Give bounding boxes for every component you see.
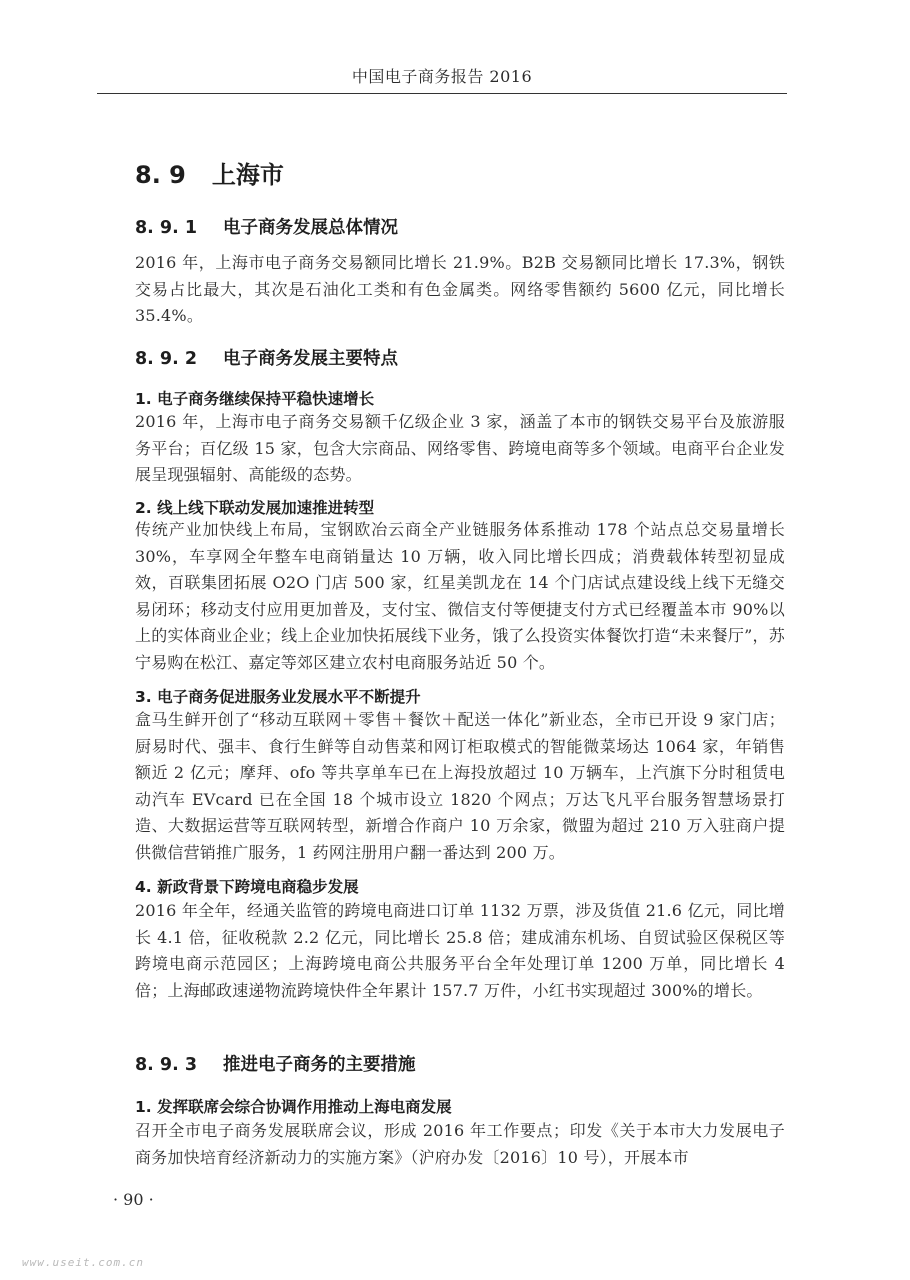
subsection-number: 8. 9. 1 — [135, 218, 198, 238]
paragraph: 2016 年，上海市电子商务交易额同比增长 21.9%。B2B 交易额同比增长 17.3%，钢铁交易占比最大，其次是石油化工类和有色金属类。网络零售额约 5600 亿元，同比增长 35.4%。 — [135, 253, 785, 326]
watermark: www.useit.com.cn — [22, 1256, 144, 1269]
subsection-number: 8. 9. 2 — [135, 349, 198, 369]
section-title — [135, 155, 284, 190]
subsection-title: 电子商务发展总体情况 — [223, 218, 399, 238]
section-title-text: 上海市 — [211, 161, 284, 189]
header-rule — [97, 93, 787, 94]
item-heading: 1. 发挥联席会综合协调作用推动上海电商发展 — [135, 1098, 452, 1116]
running-head: 中国电子商务报告 2016 — [351, 67, 533, 86]
subsection-number: 8. 9. 3 — [135, 1055, 198, 1075]
paragraph: 盒马生鲜开创了“移动互联网＋零售＋餐饮＋配送一体化”新业态，全市已开设 9 家门店；厨易时代、强丰、食行生鲜等自动售菜和网订柜取模式的智能微菜场达 1064 家，年销售额近 2 亿元；摩拜、ofo 等共享单车已在上海投放超过 10 万辆车，上汽旗下分时租赁电动汽车 EVcard 已在全国 18 个城市设立 1820 个网点；万达飞凡平台服务智慧场景打造、大数据运营等互联网转型，新增合作商户 10 万余家，微盟为超过 210 万入驻商户提供微信营销推广服务，1 药网注册用户翻一番达到 200 万。 — [135, 710, 785, 862]
subsection-title: 电子商务发展主要特点 — [223, 349, 399, 369]
item-heading: 4. 新政背景下跨境电商稳步发展 — [135, 878, 359, 896]
paragraph: 2016 年全年，经通关监管的跨境电商进口订单 1132 万票，涉及货值 21.6 亿元，同比增长 4.1 倍，征收税款 2.2 亿元，同比增长 25.8 倍；建成浦东机场、自贸试验区保税区等跨境电商示范园区；上海跨境电商公共服务平台全年处理订单 1200 万单，同比增长 4 倍；上海邮政速递物流跨境快件全年累计 157.7 万件，小红书实现超过 300%的增长。 — [135, 901, 785, 1000]
item-heading: 2. 线上线下联动发展加速推进转型 — [135, 499, 375, 517]
subsection-heading — [135, 214, 398, 239]
page-number: · 90 · — [113, 1190, 154, 1209]
item-heading: 3. 电子商务促进服务业发展水平不断提升 — [135, 688, 421, 706]
section-number: 8. 9 — [135, 161, 186, 189]
paragraph: 召开全市电子商务发展联席会议，形成 2016 年工作要点；印发《关于本市大力发展电子商务加快培育经济新动力的实施方案》（沪府办发〔2016〕10 号），开展本市 — [135, 1121, 785, 1167]
item-heading: 1. 电子商务继续保持平稳快速增长 — [135, 390, 375, 408]
subsection-heading — [135, 1051, 416, 1076]
paragraph: 2016 年，上海市电子商务交易额千亿级企业 3 家，涵盖了本市的钢铁交易平台及旅游服务平台；百亿级 15 家，包含大宗商品、网络零售、跨境电商等多个领域。电商平台企业发展呈现强辐射、高能级的态势。 — [135, 412, 785, 485]
subsection-title: 推进电子商务的主要措施 — [223, 1055, 416, 1075]
paragraph: 传统产业加快线上布局，宝钢欧冶云商全产业链服务体系推动 178 个站点总交易量增长 30%，车享网全年整车电商销量达 10 万辆，收入同比增长四成；消费载体转型初显成效，百联集团拓展 O2O 门店 500 家，红星美凯龙在 14 个门店试点建设线上线下无缝交易闭环；移动支付应用更加普及，支付宝、微信支付等便捷支付方式已经覆盖本市 90%以上的实体商业企业；线上企业加快拓展线下业务，饿了么投资实体餐饮打造“未来餐厅”，苏宁易购在松江、嘉定等郊区建立农村电商服务站近 50 个。 — [135, 520, 785, 672]
subsection-heading — [135, 345, 398, 370]
